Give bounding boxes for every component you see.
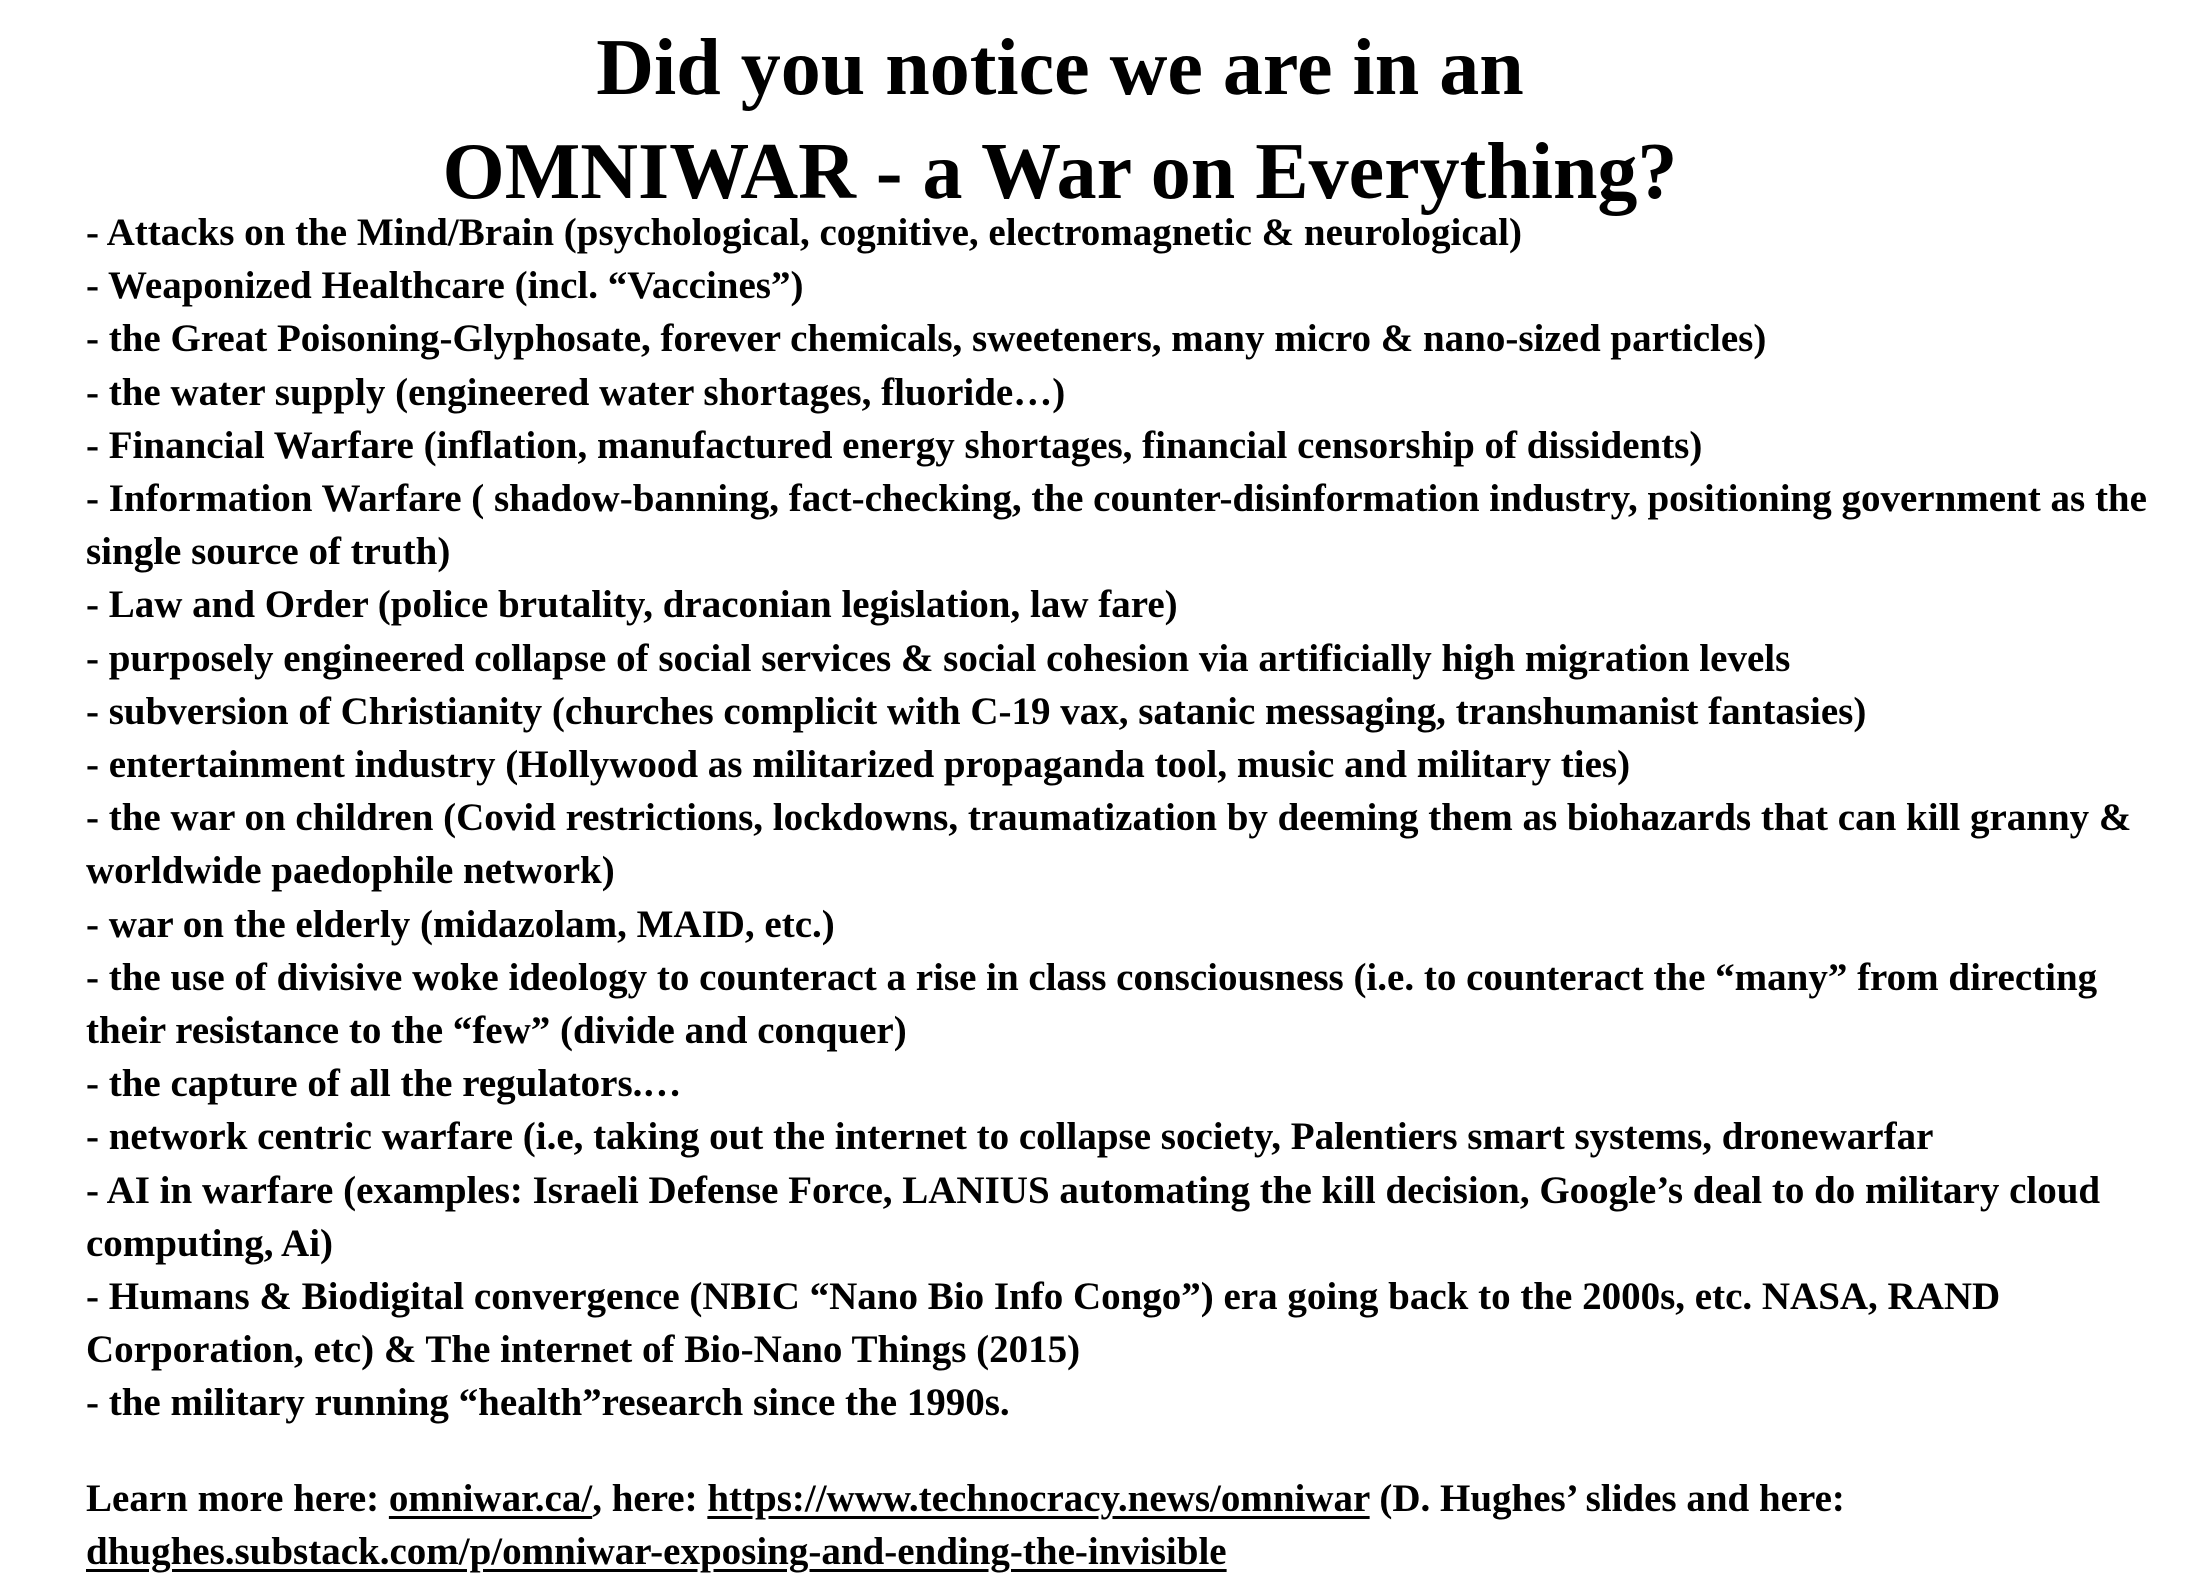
list-item: - entertainment industry (Hollywood as militarized propaganda tool, music and military ties) xyxy=(86,743,1631,787)
list-item: - Law and Order (police brutality, draconian legislation, law fare) xyxy=(86,583,1178,627)
omniwar-list xyxy=(86,206,2166,1430)
list-item: - the Great Poisoning-Glyphosate, forever chemicals, sweeteners, many micro & nano-sized particles) xyxy=(86,317,1767,361)
list-item: - war on the elderly (midazolam, MAID, etc.) xyxy=(86,902,835,946)
list-item: - purposely engineered collapse of social services & social cohesion via artificially high migration levels xyxy=(86,636,1791,680)
list-item: - Humans & Biodigital convergence (NBIC “Nano Bio Info Congo”) era going back to the 2000s, etc. NASA, RAND Corporation, etc) & The internet of Bio-Nano Things (2015) xyxy=(86,1275,2001,1372)
list-item: - the use of divisive woke ideology to counteract a rise in class consciousness (i.e. to counteract the “many” from directing their resistance to the “few” (divide and conquer) xyxy=(86,955,2098,1053)
list-item: - the capture of all the regulators.… xyxy=(86,1062,682,1106)
learn-more-suffix: (D. Hughes’ slides and here: xyxy=(1369,1477,1845,1520)
technocracy-link[interactable]: https://www.technocracy.news/omniwar xyxy=(707,1477,1370,1520)
list-item: - the military running “health”research since the 1990s. xyxy=(86,1381,1010,1425)
list-item: - Information Warfare ( shadow-banning, fact-checking, the counter-disinformation industry, positioning government as the single source of truth) xyxy=(86,477,2147,574)
list-item: - Financial Warfare (inflation, manufactured energy shortages, financial censorship of dissidents) xyxy=(86,423,1703,467)
learn-more-middle: , here: xyxy=(592,1477,708,1520)
list-item: - Weaponized Healthcare (incl. “Vaccines”) xyxy=(86,264,804,308)
list-item: - the water supply (engineered water shortages, fluoride…) xyxy=(86,370,1066,414)
omniwar-link[interactable]: omniwar.ca/ xyxy=(388,1477,593,1520)
page-title-line-1: Did you notice we are in an xyxy=(596,24,1524,112)
learn-more-prefix: Learn more here: xyxy=(86,1477,389,1520)
list-item: - subversion of Christianity (churches complicit with C-19 vax, satanic messaging, transhumanist fantasies) xyxy=(86,689,1867,733)
learn-more-paragraph xyxy=(86,1472,2166,1578)
page-title-line-2: OMNIWAR - a War on Everything? xyxy=(442,128,1678,216)
list-item: - AI in warfare (examples: Israeli Defense Force, LANIUS automating the kill decision, Google’s deal to do military cloud computing, Ai) xyxy=(86,1168,2101,1265)
list-item: - network centric warfare (i.e, taking out the internet to collapse society, Palentiers smart systems, dronewarfar xyxy=(86,1115,1934,1159)
substack-link[interactable]: dhughes.substack.com/p/omniwar-exposing-and-ending-the-invisible xyxy=(86,1530,1227,1574)
list-item: - the war on children (Covid restrictions, lockdowns, traumatization by deeming them as biohazards that can kill granny & worldwide paedophile network) xyxy=(86,796,2132,893)
list-item: - Attacks on the Mind/Brain (psychological, cognitive, electromagnetic & neurological) xyxy=(86,211,1522,254)
